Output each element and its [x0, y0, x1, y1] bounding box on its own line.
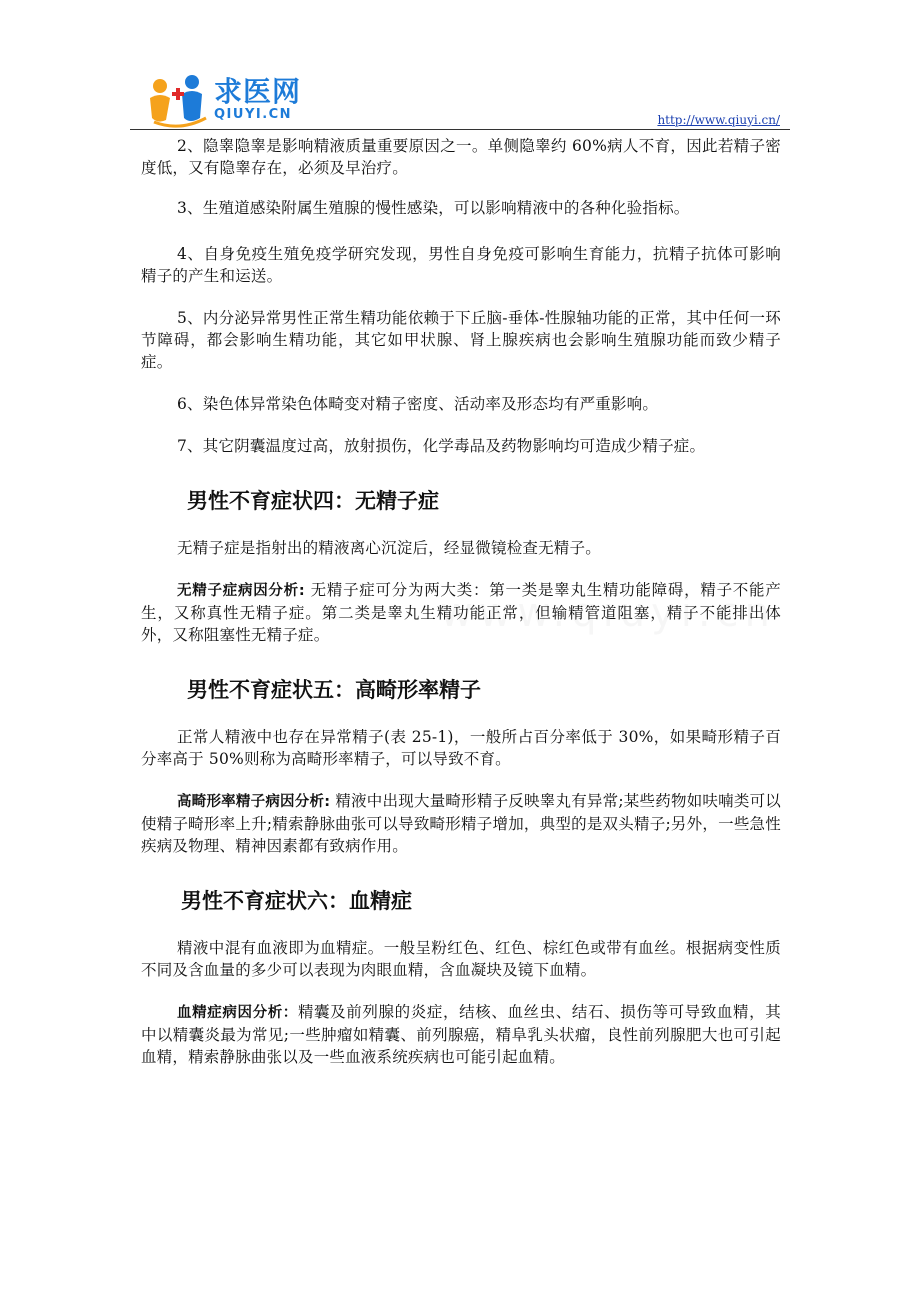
- paragraph: 无精子症是指射出的精液离心沉淀后，经显微镜检查无精子。: [177, 539, 601, 557]
- paragraph: 3、生殖道感染附属生殖腺的慢性感染，可以影响精液中的各种化验指标。: [177, 199, 690, 217]
- paragraph: 4、自身免疫生殖免疫学研究发现，男性自身免疫可影响生育能力，抗精子抗体可影响精子的产生和运送。: [141, 245, 781, 285]
- paragraph: 2、隐睾隐睾是影响精液质量重要原因之一。单侧隐睾约 60%病人不育，因此若精子密度低，又有隐睾存在，必须及早治疗。: [141, 137, 781, 177]
- logo-subtext: QIUYI.CN: [214, 107, 293, 122]
- page-header: [0, 0, 920, 132]
- logo-text: 求医网: [214, 75, 302, 108]
- paragraph: 7、其它阴囊温度过高，放射损伤，化学毒品及药物影响均可造成少精子症。: [177, 437, 706, 455]
- paragraph: 6、染色体异常染色体畸变对精子密度、活动率及形态均有严重影响。: [177, 395, 659, 413]
- paragraph-lead: 无精子症病因分析:: [177, 583, 305, 599]
- paragraph-body: 精囊及前列腺的炎症，结核、血丝虫、结石、损伤等可导致血精，其中以精囊炎最为常见;一些肿瘤如精囊、前列腺癌，精阜乳头状瘤，良性前列腺肥大也可引起血精，精索静脉曲张以及一些血液系统疾病也可能引起血精。: [141, 1003, 781, 1066]
- paragraph: 5、内分泌异常男性正常生精功能依赖于下丘脑-垂体-性腺轴功能的正常，其中任何一环节障碍，都会影响生精功能，其它如甲状腺、肾上腺疾病也会影响生殖腺功能而致少精子症。: [141, 309, 781, 371]
- paragraph-lead: 高畸形率精子病因分析:: [177, 794, 331, 810]
- header-divider: [130, 129, 790, 130]
- paragraph: [141, 579, 781, 646]
- section-heading: 男性不育症状六：血精症: [181, 889, 412, 913]
- section-heading: 男性不育症状五：高畸形率精子: [187, 678, 481, 702]
- paragraph: 精液中混有血液即为血精症。一般呈粉红色、红色、棕红色或带有血丝。根据病变性质不同及含血量的多少可以表现为肉眼血精，含血凝块及镜下血精。: [141, 939, 781, 979]
- article-body: [141, 133, 781, 1068]
- section-heading: 男性不育症状四：无精子症: [187, 489, 439, 513]
- paragraph-body: 精液中出现大量畸形精子反映睾丸有异常;某些药物如呋喃类可以使精子畸形率上升;精索静脉曲张可以导致畸形精子增加，典型的是双头精子;另外，一些急性疾病及物理、精神因素都有致病作用。: [141, 792, 781, 855]
- paragraph: [141, 790, 781, 857]
- site-url-link[interactable]: http://www.qiuyi.cn/: [657, 113, 780, 127]
- paragraph-lead: 血精症病因分析：: [177, 1005, 298, 1021]
- paragraph: 正常人精液中也存在异常精子(表 25-1)，一般所占百分率低于 30%，如果畸形精子百分率高于 50%则称为高畸形率精子，可以导致不育。: [141, 728, 781, 768]
- paragraph-body: 无精子症可分为两大类：第一类是睾丸生精功能障碍，精子不能产生，又称真性无精子症。第二类是睾丸生精功能正常，但输精管道阻塞，精子不能排出体外，又称阻塞性无精子症。: [141, 581, 781, 644]
- paragraph: [141, 1001, 781, 1068]
